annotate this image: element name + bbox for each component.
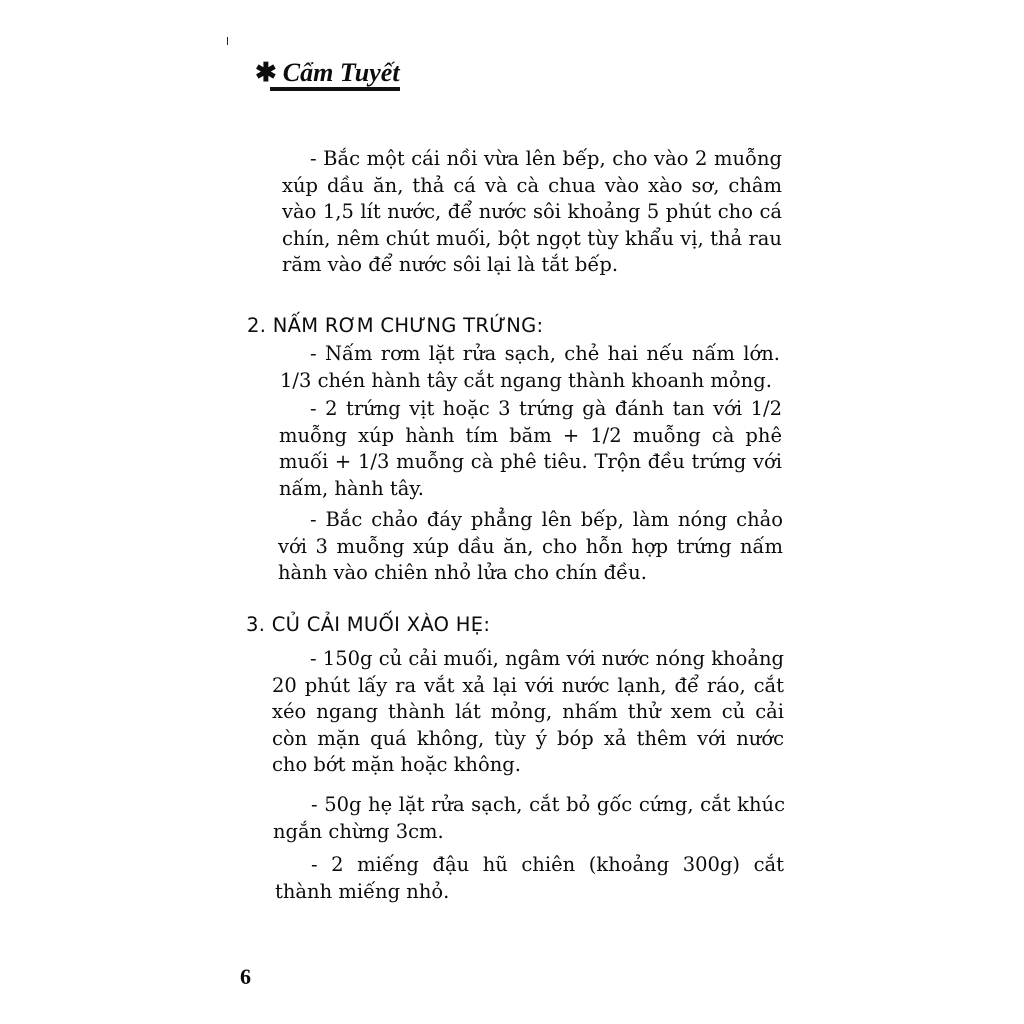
text-line: xéo ngang thành lát mỏng, nhấm thử xem củ cải (272, 700, 784, 723)
text-line: - Bắc chảo đáy phẳng lên bếp, làm nóng chảo (310, 508, 783, 531)
header-title: Cẩm Tuyết (282, 58, 400, 87)
margin-mark (227, 37, 228, 45)
text-line: thành miếng nhỏ. (275, 879, 450, 903)
text-line: chín, nêm chút muối, bột ngọt tùy khẩu vị, thả rau (282, 226, 782, 250)
header-underline (270, 87, 400, 91)
paragraph-tofu (275, 852, 784, 905)
section-heading-nam-rom: 2. NẤM RƠM CHƯNG TRỨNG: (247, 314, 544, 337)
text-line: hành vào chiên nhỏ lửa cho chín đều. (278, 561, 647, 584)
text-line: - 2 trứng vịt hoặc 3 trứng gà đánh tan với 1/2 (310, 397, 782, 420)
text-line: vào 1,5 lít nước, để nước sôi khoảng 5 phút cho cá (282, 200, 782, 223)
text-line: - 150g củ cải muối, ngâm với nước nóng khoảng (310, 647, 784, 670)
text-line: 1/3 chén hành tây cắt ngang thành khoanh mỏng. (280, 368, 772, 392)
paragraph-eggs (279, 396, 782, 502)
star-icon: ✱ (255, 58, 277, 87)
text-line: 20 phút lấy ra vắt xả lại với nước lạnh, để ráo, cắt (272, 673, 784, 697)
text-line: - 2 miếng đậu hũ chiên (khoảng 300g) cắt (311, 853, 784, 876)
text-line: cho bớt mặn hoặc không. (272, 753, 521, 776)
text-line: - Bắc một cái nồi vừa lên bếp, cho vào 2 muỗng (310, 147, 782, 170)
text-line: muối + 1/3 muỗng cà phê tiêu. Trộn đều trứng với (279, 450, 782, 473)
paragraph-radish (272, 646, 784, 779)
text-line: nấm, hành tây. (279, 476, 424, 500)
paragraph-cooking-steps (282, 146, 782, 279)
text-line: răm vào để nước sôi lại là tắt bếp. (282, 253, 619, 276)
text-line: - Nấm rơm lặt rửa sạch, chẻ hai nếu nấm lớn. (310, 342, 780, 365)
section-heading-cu-cai: 3. CỦ CẢI MUỐI XÀO HẸ: (246, 613, 491, 636)
paragraph-chives (273, 792, 785, 845)
paragraph-frying (278, 507, 783, 587)
text-line: xúp dầu ăn, thả cá và cà chua vào xào sơ, châm (282, 173, 782, 197)
text-line: còn mặn quá không, tùy ý bóp xả thêm với nước (272, 726, 784, 750)
text-line: - 50g hẹ lặt rửa sạch, cắt bỏ gốc cứng, cắt khúc (311, 793, 785, 816)
text-line: ngắn chừng 3cm. (273, 819, 444, 843)
paragraph-ingredients (280, 341, 780, 394)
running-header (255, 58, 400, 88)
text-line: muỗng xúp hành tím băm + 1/2 muỗng cà phê (279, 423, 782, 447)
page-number: 6 (240, 964, 251, 989)
text-line: với 3 muỗng xúp dầu ăn, cho hỗn hợp trứng nấm (278, 534, 783, 558)
